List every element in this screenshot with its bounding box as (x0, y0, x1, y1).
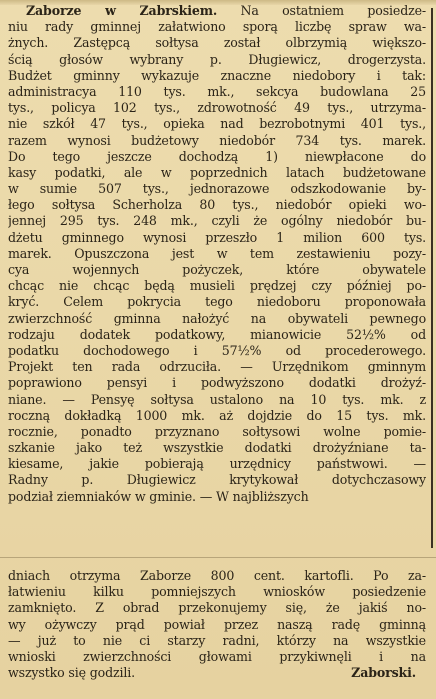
article-line: tys., policya 102 tys., zdrowotność 49 tys., utrzyma- (8, 100, 426, 116)
article-line: nie szkół 47 tys., opieka nad bezrobotnymi 401 tys., (8, 116, 426, 132)
article-line: Budżet gminny wykazuje znaczne niedobory i tak: (8, 67, 426, 83)
article-line: roczną dokładką 1000 mk. aż dojdzie do 15 tys. mk. (8, 407, 426, 423)
article-line: Projekt ten rada odrzuciła. — Urzędnikom gminnym (8, 359, 426, 375)
article-line: niu rady gminnej załatwiono sporą liczbę spraw wa- (8, 19, 426, 35)
article-lower-block (8, 568, 426, 681)
article-line: niane. — Pensyę sołtysa ustalono na 10 tys. mk. z (8, 391, 426, 407)
column-rule (431, 8, 433, 548)
article-line: rodzaju dodatek podatkowy, mianowicie 52½% od (8, 326, 426, 342)
article-line: kasy podatki, ale w poprzednich latach budżetowane (8, 164, 426, 180)
article-line: rocznie, ponadto przyznano sołtysowi wolne pomie- (8, 423, 426, 439)
article-line: dżetu gminnego wynosi przeszło 1 milion 600 tys. (8, 229, 426, 245)
article-line: kryć. Celem pokrycia tego niedoboru proponowała (8, 294, 426, 310)
article-line: marek. Opuszczona jest w tem zestawieniu pozy- (8, 245, 426, 261)
article-line: — już to nie ci starzy radni, którzy na wszystkie (8, 632, 426, 648)
article-line: Radny p. Długiewicz krytykował dotychczasowy (8, 472, 426, 488)
article-line: wnioski zwierzchności głowami przykiwnęli i na (8, 648, 426, 664)
column-break-rule (0, 557, 436, 558)
article-line: podział ziemniaków w gminie. — W najbliższych (8, 488, 309, 504)
article-line: cya wojennych pożyczek, które obywatele (8, 262, 426, 277)
article-line: szkanie jako też wszystkie dodatki drożyźniane ta- (8, 440, 426, 456)
article-line: poprawiono pensyi i podwyższono dodatki drożyź- (8, 375, 426, 391)
article-line: kiesame, jakie pobierają urzędnicy państwowi. — (8, 456, 426, 472)
article-line: łatwieniu kilku pomniejszych wniosków posiedzenie (8, 584, 426, 600)
article-upper-block (8, 3, 426, 505)
article-line: dniach otrzyma Zaborze 800 cent. kartofli. Po za- (8, 568, 426, 583)
article-line: zwierzchność gminna nałożyć na obywateli pewnego (8, 310, 426, 326)
article-line: łego sołtysa Scherholza 80 tys., niedobór opieki wo- (8, 197, 426, 213)
article-line: zamknięto. Z obrad przekonujemy się, że jakiś no- (8, 600, 426, 616)
article-line: ścią głosów wybrany p. Długiewicz, drogerzysta. (8, 51, 426, 67)
article-heading: Zaborze w Zabrskiem. (26, 3, 218, 18)
article-line: Do tego jeszcze dochodzą 1) niewpłacone do (8, 148, 426, 164)
author-signature: Zaborski. (351, 665, 416, 681)
article-line: administracya 110 tys. mk., sekcya budowlana 25 (8, 83, 426, 99)
article-line: podatku dochodowego i 57½% od procederowego. (8, 342, 426, 358)
article-line: chcąc nie chcąc będą musieli prędzej czy później po- (8, 278, 426, 294)
article-line: razem wynosi budżetowy niedobór 734 tys. marek. (8, 132, 426, 148)
article-line: jennej 295 tys. 248 mk., czyli że ogólny niedobór bu- (8, 213, 426, 229)
article-line (8, 665, 426, 681)
article-line: żnych. Zastępcą sołtysa został olbrzymią większo- (8, 35, 426, 51)
article-line: Zaborze w Zabrskiem. Na ostatniem posiedze- (26, 3, 426, 18)
article-line: w sumie 507 tys., jednorazowe odszkodowanie by- (8, 181, 426, 197)
closing-text: wszystko się godzili. (8, 665, 135, 681)
article-line: wy ożywczy prąd powiał przez naszą radę gminną (8, 616, 426, 632)
